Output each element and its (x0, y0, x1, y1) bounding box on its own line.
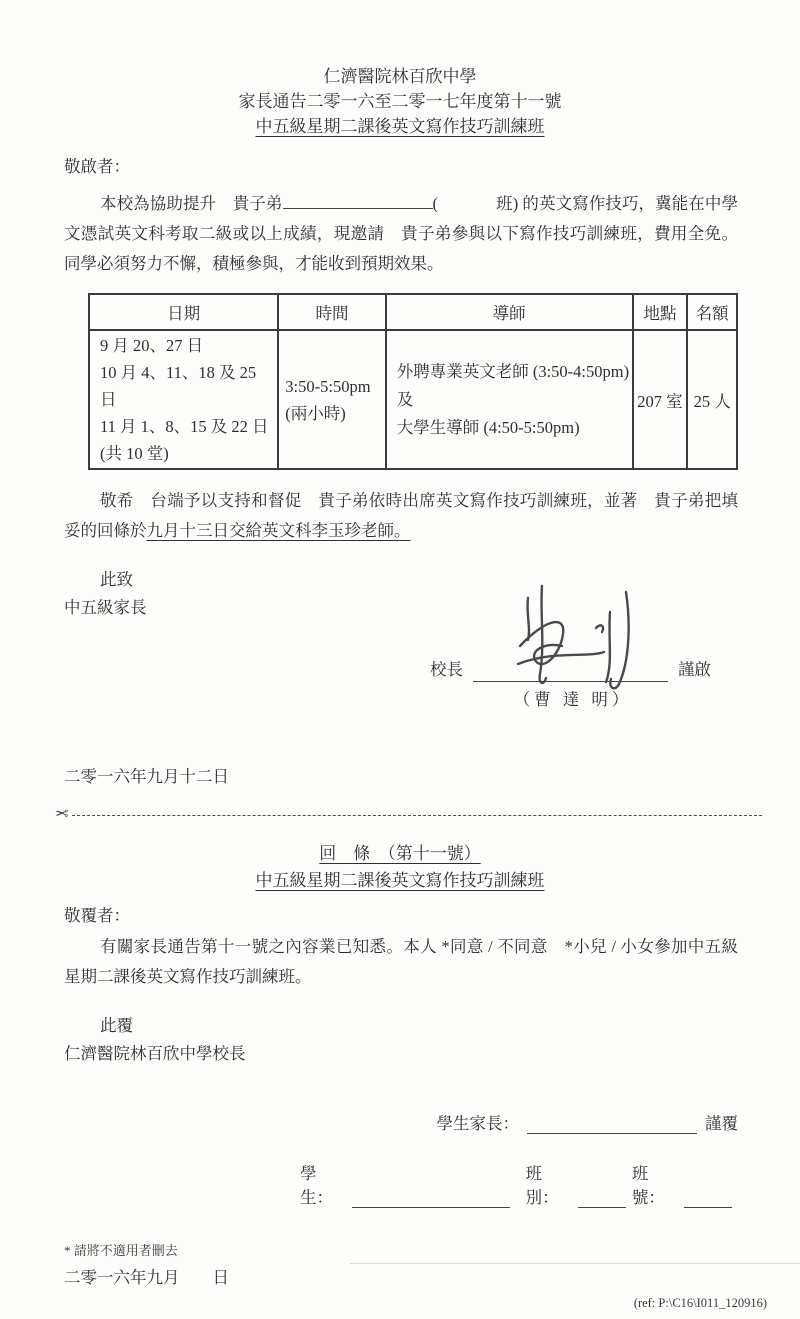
cell-time (278, 330, 385, 469)
principal-signature-blank (473, 666, 668, 682)
student-info-row (300, 1160, 738, 1208)
cut-here-line (55, 804, 800, 826)
reply-salutation: 敬覆者： (64, 906, 130, 925)
tutor-line: 外聘專業英文老師 (3:50-4:50pm) (396, 361, 630, 381)
parent-respectfully: 謹覆 (705, 1114, 738, 1133)
table-header-row (89, 294, 737, 330)
recipient: 中五級家長 (64, 598, 147, 617)
cell-dates (89, 330, 278, 469)
parent-signature-blank (527, 1118, 697, 1134)
header-location: 地點 (633, 294, 688, 330)
class-blank-reply (578, 1192, 626, 1208)
course-table (88, 293, 738, 470)
header-tutor: 導師 (386, 294, 633, 330)
class-label: 班別： (525, 1164, 559, 1207)
class-blank (438, 194, 496, 209)
reply-slip-header (0, 840, 800, 894)
scissors-icon: ✂ (55, 806, 69, 823)
intro-text-before: 本校為協助提升 貴子弟 (100, 194, 283, 213)
cell-quota: 25 人 (687, 330, 737, 469)
header-date: 日期 (89, 294, 278, 330)
reply-closing-block (64, 1012, 738, 1068)
salutation: 敬啟者： (64, 157, 130, 176)
course-title: 中五級星期二課後英文寫作技巧訓練班 (255, 117, 545, 136)
respectfully-label: 謹啟 (678, 660, 711, 679)
reply-date-line: 二零一六年九月 日 (64, 1268, 229, 1287)
this-reply: 此覆 (100, 1016, 133, 1035)
reply-slip-subtitle: 中五級星期二課後英文寫作技巧訓練班 (255, 871, 545, 890)
principal-name: （曹 達 明） (513, 690, 633, 709)
parent-sign-row (64, 1110, 738, 1134)
delete-note: * 請將不適用者刪去 (64, 1243, 178, 1258)
tutor-line: 大學生導師 (4:50-5:50pm) (396, 417, 580, 437)
parent-label: 學生家長： (436, 1114, 519, 1133)
date-line: 11 月 1、8、15 及 22 日 (100, 417, 269, 436)
class-no-blank (684, 1192, 732, 1208)
school-name: 仁濟醫院林百欣中學 (323, 67, 477, 86)
intro-paragraph (64, 189, 738, 279)
tutor-line: 及 (396, 389, 414, 409)
student-label: 學生： (300, 1164, 333, 1207)
request-text: 敬希 台端予以支持和督促 貴子弟依時出席英文寫作技巧訓練班，並著 貴子弟把填妥的回條於 (64, 491, 738, 540)
deadline-underlined: 九月十三日交給英文科李玉珍老師。 (146, 521, 411, 540)
class-suffix: 班) (496, 194, 519, 213)
notice-number-title: 家長通告二零一六至二零一七年度第十一號 (238, 92, 562, 111)
this-to: 此致 (100, 570, 133, 589)
issue-date: 二零一六年九月十二日 (64, 767, 229, 786)
notice-header (0, 0, 800, 139)
date-line: 10 月 4、11、18 及 25 日 (100, 363, 257, 409)
reply-recipient: 仁濟醫院林百欣中學校長 (64, 1044, 246, 1063)
paren-open: ( (432, 194, 439, 213)
cell-location: 207 室 (633, 330, 688, 469)
intro-text-after: 的英文寫作技巧，冀能在中學文憑試英文科考取二級或以上成績，現邀請 貴子弟參與以下寫作技巧訓練班，費用全免。同學必須努力不懈，積極參與，才能收到預期效果。 (64, 194, 739, 273)
file-reference: (ref: P:\C16\I011_120916) (633, 1296, 767, 1310)
principal-sign-row (430, 658, 711, 682)
student-name-blank (283, 193, 433, 209)
student-name-blank-reply (352, 1192, 510, 1208)
reply-slip-title: 回 條 （第十一號） (319, 844, 481, 863)
table-data-row (89, 330, 737, 469)
request-paragraph (64, 486, 738, 546)
date-line: 9 月 20、27 日 (100, 336, 204, 355)
reply-slip-body (64, 902, 738, 1292)
class-no-label: 班號： (631, 1164, 665, 1207)
scan-artifact-line (350, 1263, 800, 1264)
principal-label: 校長 (430, 660, 463, 679)
time-line: (兩小時) (285, 403, 346, 423)
header-quota: 名額 (687, 294, 737, 330)
date-line: (共 10 堂) (100, 444, 169, 463)
dashed-rule (72, 815, 762, 816)
header-time: 時間 (278, 294, 385, 330)
time-line: 3:50-5:50pm (285, 376, 371, 396)
cell-tutors (386, 330, 633, 469)
reply-paragraph: 有關家長通告第十一號之內容業已知悉。本人 *同意 / 不同意 *小兒 / 小女參加中五級星期二課後英文寫作技巧訓練班。 (64, 937, 738, 986)
